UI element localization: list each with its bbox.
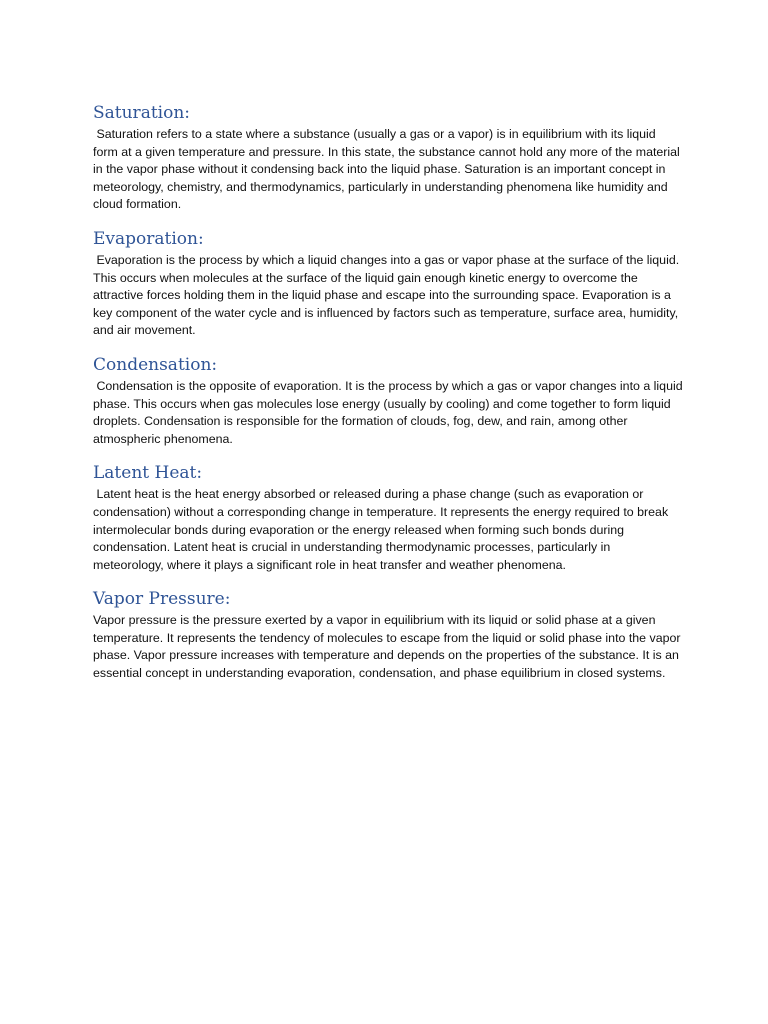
section-body: Condensation is the opposite of evaporation. It is the process by which a gas or vapor changes into a liquid phase. This occurs when gas molecules lose energy (usually by cooling) and come together to form liquid droplets. Condensation is responsible for the formation of clouds, fog, dew, and rain, among other atmospheric phenomena.: [93, 378, 687, 446]
section-latent-heat: [93, 462, 683, 574]
section-heading: Latent Heat:: [93, 463, 203, 484]
document-page: [93, 102, 687, 697]
section-body: Vapor pressure is the pressure exerted by a vapor in equilibrium with its liquid or solid phase at a given temperature. It represents the tendency of molecules to escape from the liquid or solid phase into the vapor phase. Vapor pressure increases with temperature and depends on the properties of the substance. It is an essential concept in understanding evaporation, condensation, and phase equilibrium in closed systems.: [93, 613, 684, 681]
section-condensation: [93, 354, 687, 448]
section-vapor-pressure: [93, 588, 683, 682]
section-body: Saturation refers to a state where a substance (usually a gas or a vapor) is in equilibrium with its liquid form at a given temperature and pressure. In this state, the substance cannot hold any more of the material in the vapor phase without it condensing back into the liquid phase. Saturation is an important concept in meteorology, chemistry, and thermodynamics, particularly in understanding phenomena like humidity and cloud formation.: [93, 127, 684, 212]
section-heading: Saturation:: [93, 103, 191, 123]
section-evaporation: [93, 228, 683, 340]
section-body: Latent heat is the heat energy absorbed or released during a phase change (such as evaporation or condensation) without a corresponding change in temperature. It represents the energy required to break intermolecular bonds during evaporation or the energy released when forming such bonds during condensation. Latent heat is crucial in understanding thermodynamic processes, particularly in meteorology, where it plays a significant role in heat transfer and weather phenomena.: [93, 487, 672, 572]
section-body: Evaporation is the process by which a liquid changes into a gas or vapor phase at the surface of the liquid. This occurs when molecules at the surface of the liquid gain enough kinetic energy to overcome the attractive forces holding them in the liquid phase and escape into the surrounding space. Evaporation is a key component of the water cycle and is influenced by factors such as temperature, surface area, humidity, and air movement.: [93, 252, 683, 338]
section-saturation: [93, 102, 683, 214]
section-heading: Vapor Pressure:: [93, 589, 231, 610]
section-heading: Evaporation:: [93, 228, 204, 249]
section-heading: Condensation:: [93, 354, 218, 375]
